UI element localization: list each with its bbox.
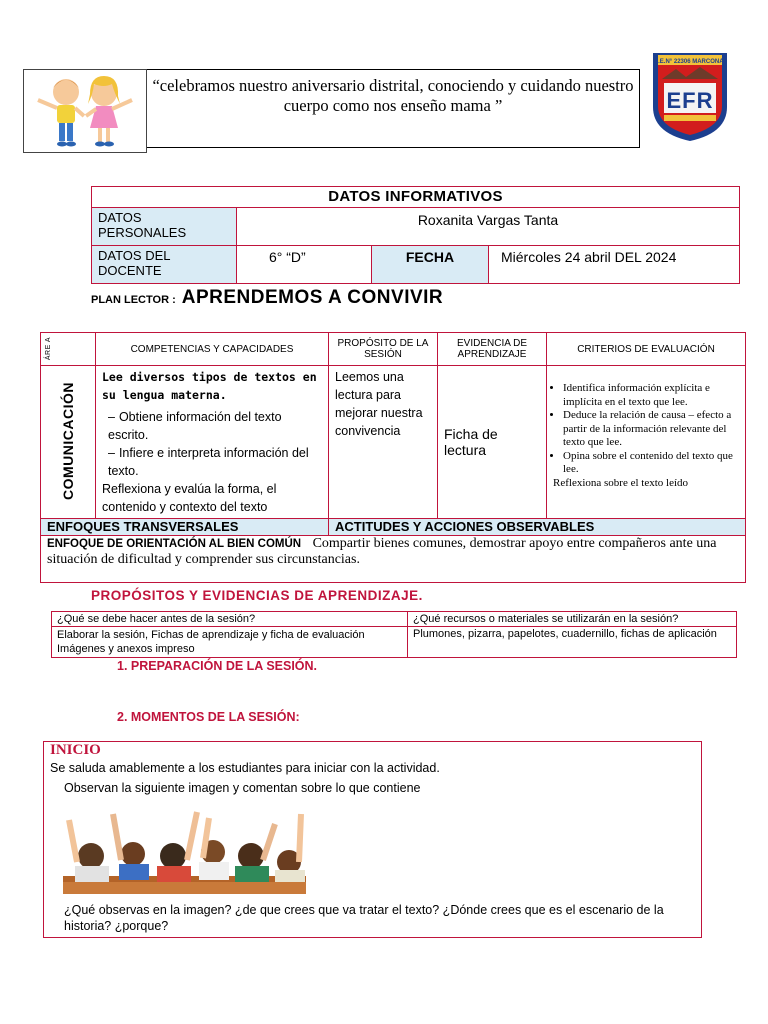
recursos-table (51, 611, 737, 658)
motto-text: “celebramos nuestro aniversario distrital, conociendo y cuidando nuestro cuerpo como nos enseño mama ” (152, 76, 634, 115)
school-logo (650, 49, 730, 143)
header-proposito: PROPÓSITO DE LA SESIÓN (329, 333, 438, 366)
recursos-q2: ¿Qué recursos o materiales se utilizarán en la sesión? (408, 612, 737, 627)
enfoque-name: ENFOQUE DE ORIENTACIÓN AL BIEN COMÚN (47, 538, 302, 550)
enfoques-header: ENFOQUES TRANSVERSALES (41, 519, 329, 536)
criterio-item: • Identifica información explícita e implícita en el texto que lee. (563, 382, 741, 409)
inicio-questions: ¿Qué observas en la imagen? ¿de que crees que va tratar el texto? ¿Dónde crees que es el escenario de la historia? ¿porque? (64, 903, 664, 933)
docente-label: DATOS DEL DOCENTE (92, 246, 237, 284)
enfoque-accion: Compartir bienes comunes, demostrar apoyo entre compañeros ante una situación de dificultad y comprender sus circunstancias. (47, 536, 717, 567)
fecha-value: Miércoles 24 abril DEL 2024 (489, 246, 740, 284)
recursos-a2: Plumones, pizarra, papelotes, cuadernillo, fichas de aplicación (408, 627, 737, 658)
criterio-item: • Opina sobre el contenido del texto que lee. (563, 450, 741, 477)
personales-label: DATOS PERSONALES (92, 208, 237, 246)
criterios-cell (547, 366, 746, 519)
plan-title: APRENDEMOS A CONVIVIR (181, 287, 444, 308)
classroom-photo (63, 806, 306, 894)
enfoque-row (41, 536, 746, 583)
recursos-q1: ¿Qué se debe hacer antes de la sesión? (52, 612, 408, 627)
proposito-cell: Leemos una lectura para mejorar nuestra convivencia (329, 366, 438, 519)
motto-box (147, 69, 640, 148)
inicio-line1: Se saluda amablemente a los estudiantes para iniciar con la actividad. (50, 761, 440, 775)
capacidad-item: – Obtiene información del texto escrito. (108, 410, 282, 442)
logo-top-text: I.E.N° 22306 MARCONA (656, 59, 724, 65)
logo-letters: EFR (666, 88, 714, 113)
header-area: ÁRE A (41, 333, 96, 366)
criterio-item: • Deduce la relación de causa – efecto a partir de la información relevante del texto que lee. (563, 409, 741, 450)
criterios-list (551, 382, 741, 477)
header-evidencia: EVIDENCIA DE APRENDIZAJE (438, 333, 547, 366)
datos-title: DATOS INFORMATIVOS (92, 187, 740, 208)
header-criterios: CRITERIOS DE EVALUACIÓN (547, 333, 746, 366)
inicio-title: INICIO (50, 742, 101, 758)
evidencia-cell: Ficha de lectura (438, 366, 547, 519)
kids-illustration (23, 69, 147, 153)
area-name: COMUNICACIÓN (60, 381, 76, 500)
datos-informativos-table (91, 186, 740, 284)
propositos-title: PROPÓSITOS Y EVIDENCIAS DE APRENDIZAJE. (91, 588, 423, 603)
criterio-extra: Reflexiona sobre el texto leído (553, 476, 689, 489)
inicio-line2: Observan la siguiente imagen y comentan sobre lo que contiene (64, 781, 421, 795)
step-momentos: 2. MOMENTOS DE LA SESIÓN: (117, 710, 300, 724)
competencias-table (40, 332, 746, 583)
fecha-label: FECHA (372, 246, 489, 284)
competencia-title: Lee diversos tipos de textos en su lengua materna. (102, 370, 317, 402)
plan-lector (91, 287, 443, 309)
grado-value: 6° “D” (237, 246, 372, 284)
recursos-a1: Elaborar la sesión, Fichas de aprendizaje y ficha de evaluación Imágenes y anexos impreso (52, 627, 408, 658)
plan-label: PLAN LECTOR : (91, 294, 176, 306)
capacidad-extra: Reflexiona y evalúa la forma, el contenido y contexto del texto (102, 482, 277, 514)
actitudes-header: ACTITUDES Y ACCIONES OBSERVABLES (329, 519, 746, 536)
step-preparacion: 1. PREPARACIÓN DE LA SESIÓN. (117, 659, 318, 673)
competencia-cell (96, 366, 329, 519)
capacidad-item: – Infiere e interpreta información del texto. (108, 446, 309, 478)
header-competencias: COMPETENCIAS Y CAPACIDADES (96, 333, 329, 366)
personales-value: Roxanita Vargas Tanta (237, 208, 740, 246)
area-cell (41, 366, 96, 519)
